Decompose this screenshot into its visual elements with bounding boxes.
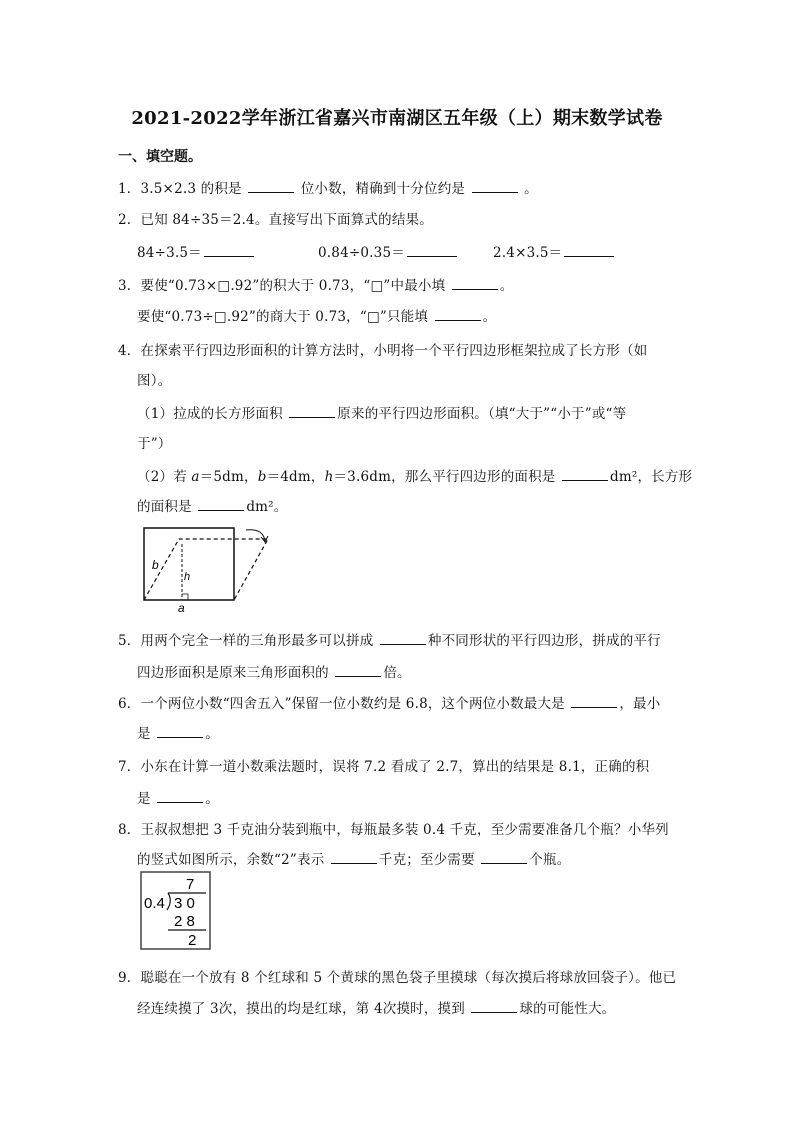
answer-blank[interactable] bbox=[571, 694, 617, 708]
question-8: 8．王叔叔想把 3 千克油分装到瓶中，每瓶最多装 0.4 千克，至少需要准备几个瓶？小华列 bbox=[118, 822, 669, 838]
question-4: 4．在探索平行四边形面积的计算方法时，小明将一个平行四边形框架拉成了长方形（如 bbox=[118, 343, 648, 359]
label-h: h bbox=[184, 571, 191, 583]
label-a: a bbox=[178, 601, 185, 614]
answer-blank[interactable] bbox=[452, 276, 498, 290]
question-4-part-2-end: 的面积是 dm²。 bbox=[137, 499, 288, 515]
long-division-figure bbox=[140, 871, 212, 951]
answer-blank[interactable] bbox=[331, 850, 377, 864]
question-5: 5．用两个完全一样的三角形最多可以拼成 种不同形状的平行四边形，拼成的平行 bbox=[118, 633, 661, 649]
question-5-line-2: 四边形面积是原来三角形面积的 倍。 bbox=[137, 665, 411, 681]
question-3: 3．要使“0.73×□.92”的积大于 0.73，“□”中最小填 。 bbox=[118, 278, 514, 294]
question-1: 1．3.5×2.3 的积是 位小数，精确到十分位约是 。 bbox=[118, 181, 538, 197]
arrow-curve bbox=[246, 530, 265, 542]
page-title: 2021-2022学年浙江省嘉兴市南湖区五年级（上）期末数学试卷 bbox=[131, 108, 663, 129]
answer-blank[interactable] bbox=[157, 724, 203, 738]
question-4-part-2: （2）若 a＝5dm，b＝4dm，h＝3.6dm，那么平行四边形的面积是 dm²，长方形 bbox=[137, 469, 693, 485]
answer-blank[interactable] bbox=[204, 243, 254, 257]
question-6-line-2: 是 。 bbox=[137, 726, 219, 742]
question-9: 9．聪聪在一个放有 8 个红球和 5 个黄球的黑色袋子里摸球（每次摸后将球放回袋子）。他已 bbox=[118, 970, 677, 986]
question-7-line-2: 是 。 bbox=[137, 791, 219, 807]
quotient: 7 bbox=[186, 876, 195, 893]
answer-blank[interactable] bbox=[481, 850, 527, 864]
question-2: 2．已知 84÷35＝2.4。直接写出下面算式的结果。 bbox=[118, 212, 433, 228]
answer-blank[interactable] bbox=[471, 999, 517, 1013]
remainder: 2 bbox=[188, 932, 197, 949]
question-4-part-1-end: 于”） bbox=[137, 436, 172, 452]
answer-blank[interactable] bbox=[248, 179, 294, 193]
answer-blank[interactable] bbox=[472, 179, 518, 193]
label-b: b bbox=[152, 558, 159, 572]
question-6: 6．一个两位小数“四舍五入”保留一位小数约是 6.8，这个两位小数最大是 ，最小 bbox=[118, 696, 661, 712]
right-angle-mark bbox=[182, 594, 188, 600]
question-8-line-2: 的竖式如图所示，余数“2”表示 千克；至少需要 个瓶。 bbox=[137, 852, 571, 868]
question-7: 7．小东在计算一道小数乘法题时，误将 7.2 看成了 2.7，算出的结果是 8.1，正确的积 bbox=[118, 759, 650, 775]
answer-blank[interactable] bbox=[562, 467, 608, 481]
parallelogram-figure bbox=[138, 522, 278, 614]
parallelogram-shape bbox=[144, 539, 268, 600]
answer-blank[interactable] bbox=[335, 663, 381, 677]
answer-blank[interactable] bbox=[564, 243, 614, 257]
answer-blank[interactable] bbox=[198, 497, 244, 511]
answer-blank[interactable] bbox=[407, 243, 457, 257]
section-heading: 一、填空题。 bbox=[118, 149, 202, 165]
product: 2 8 bbox=[174, 913, 195, 930]
answer-blank[interactable] bbox=[435, 307, 481, 321]
dividend: 3 0 bbox=[174, 895, 195, 912]
question-9-line-2: 经连续摸了 3次，摸出的均是红球，第 4次摸时，摸到 球的可能性大。 bbox=[137, 1001, 616, 1017]
question-4-line-2: 图）。 bbox=[137, 373, 172, 389]
divisor: 0.4 bbox=[144, 895, 165, 912]
question-3-line-2: 要使“0.73÷□.92”的商大于 0.73，“□”只能填 。 bbox=[137, 309, 497, 325]
question-4-part-1: （1）拉成的长方形面积 原来的平行四边形面积。（填“大于”“小于”或“等 bbox=[137, 406, 627, 422]
answer-blank[interactable] bbox=[157, 789, 203, 803]
answer-blank[interactable] bbox=[380, 631, 426, 645]
answer-blank[interactable] bbox=[289, 404, 335, 418]
